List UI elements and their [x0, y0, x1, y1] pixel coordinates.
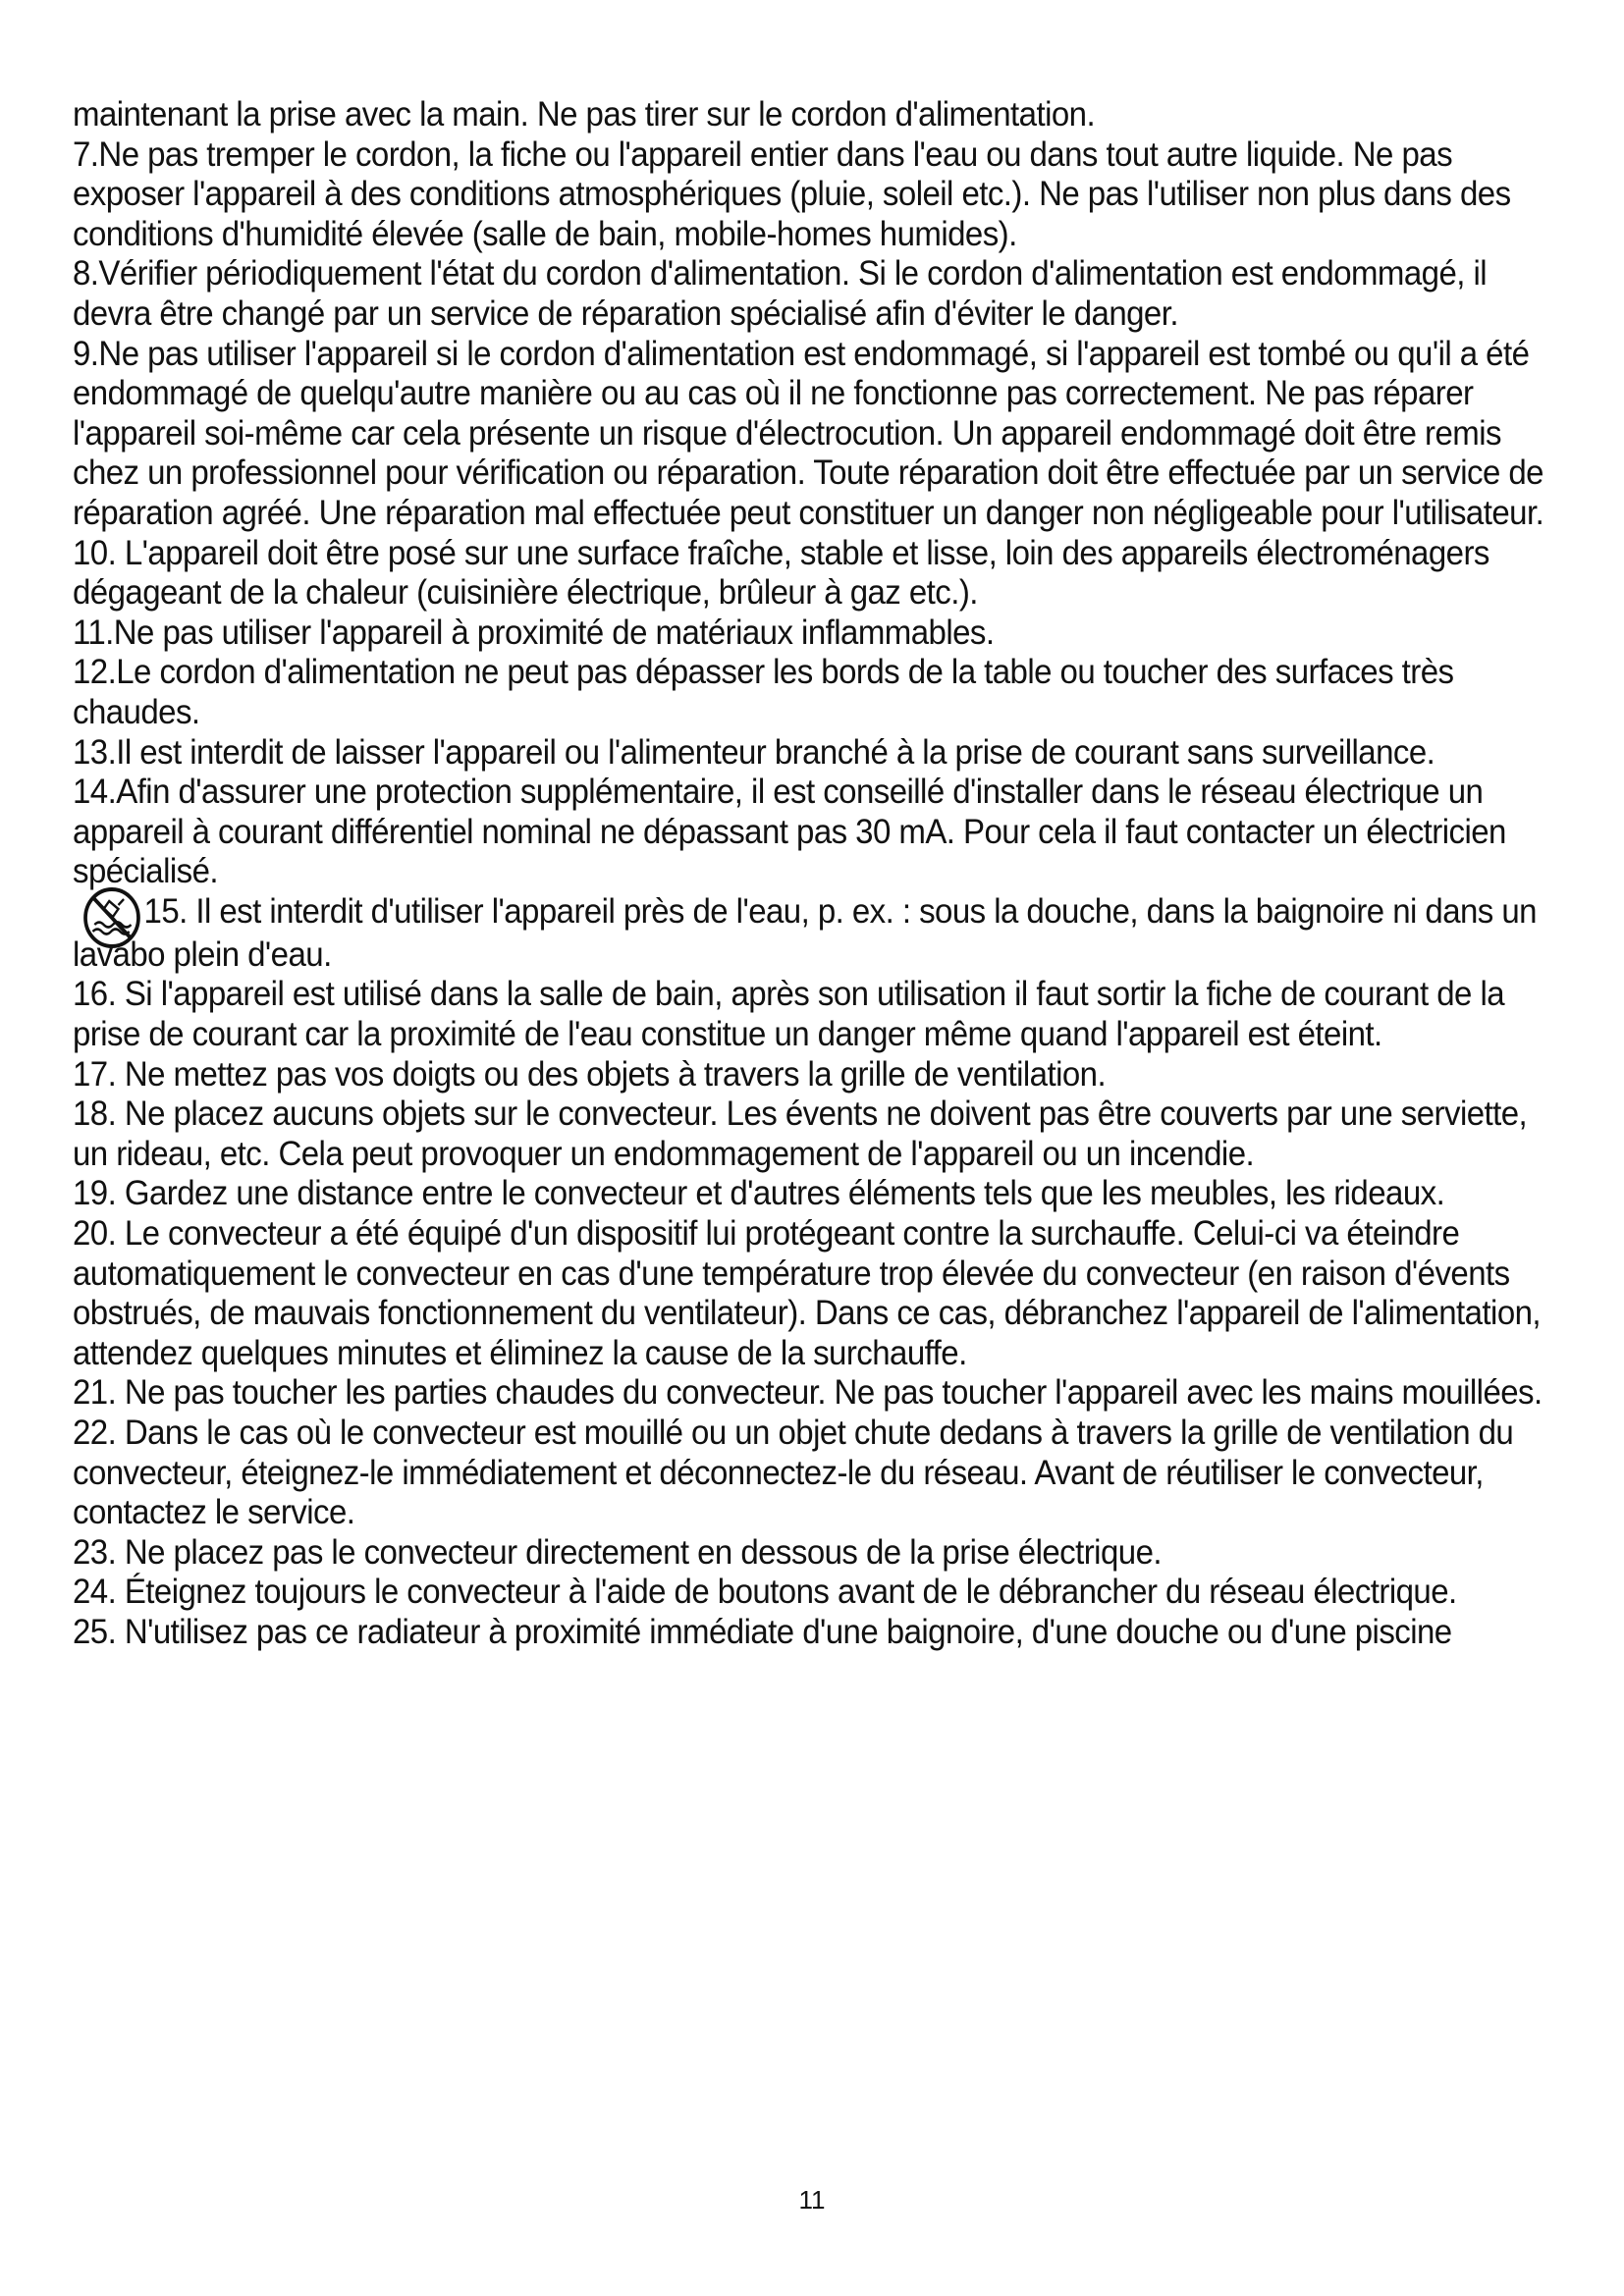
paragraph-continuation: maintenant la prise avec la main. Ne pas tirer sur le cordon d'alimentation.: [73, 94, 1096, 133]
paragraph-13: 13.Il est interdit de laisser l'appareil ou l'alimenteur branché à la prise de courant sans surveillance.: [73, 731, 1435, 772]
paragraph-15-text: 15. Il est interdit d'utiliser l'appareil près de l'eau, p. ex. : sous la douche, dans la baignoire ni dans un lavabo plein d'eau.: [73, 890, 1537, 974]
paragraph-9: 9.Ne pas utiliser l'appareil si le cordon d'alimentation est endommagé, si l'appareil est tombé ou qu'il a été endommagé de quelqu'autre manière ou au cas où il ne fonctionne pas correctement. Ne pas réparer l'appareil soi-même car cela présente un risque d'électrocution. Un appareil endommagé doit être remis chez un professionnel pour vérification ou réparation. Toute réparation doit être effectuée par un service de réparation agréé. Une réparation mal effectuée peut constituer un danger non négligeable pour l'utilisateur.: [73, 333, 1544, 532]
paragraph-22: 22. Dans le cas où le convecteur est mouillé ou un objet chute dedans à travers la grille de ventilation du convecteur, éteignez-le immédiatement et déconnectez-le du réseau. Avant de réutiliser le convecteur, contactez le service.: [73, 1413, 1514, 1532]
paragraph-7: 7.Ne pas tremper le cordon, la fiche ou l'appareil entier dans l'eau ou dans tout autre liquide. Ne pas exposer l'appareil à des conditions atmosphériques (pluie, soleil etc.). Ne pas l'utiliser non plus dans des conditions d'humidité élevée (salle de bain, mobile-homes humides).: [73, 133, 1511, 253]
paragraph-15-warning: [73, 891, 1565, 975]
paragraph-18: 18. Ne placez aucuns objets sur le convecteur. Les évents ne doivent pas être couverts par une serviette, un rideau, etc. Cela peut provoquer un endommagement de l'appareil ou un incendie.: [73, 1094, 1528, 1173]
paragraph-14: 14.Afin d'assurer une protection supplémentaire, il est conseillé d'installer dans le réseau électrique un appareil à courant différentiel nominal ne dépassant pas 30 mA. Pour cela il faut contacter un électricien spécialisé.: [73, 772, 1506, 891]
paragraph-10: 10. L'appareil doit être posé sur une surface fraîche, stable et lisse, loin des appareils électroménagers dégageant de la chaleur (cuisinière électrique, brûleur à gaz etc.).: [73, 532, 1489, 613]
paragraph-17: 17. Ne mettez pas vos doigts ou des objets à travers la grille de ventilation.: [73, 1053, 1107, 1094]
document-body: [73, 94, 1565, 1652]
paragraph-19: 19. Gardez une distance entre le convecteur et d'autres éléments tels que les meubles, les rideaux.: [73, 1173, 1445, 1213]
no-water-bath-icon: [73, 891, 144, 934]
paragraph-20: 20. Le convecteur a été équipé d'un dispositif lui protégeant contre la surchauffe. Celui-ci va éteindre automatiquement le convecteur en cas d'une température trop élevée du convecteur (en raison d'évents obstrués, de mauvais fonctionnement du ventilateur). Dans ce cas, débranchez l'appareil de l'alimentation, attendez quelques minutes et éliminez la cause de la surchauffe.: [73, 1213, 1542, 1372]
paragraph-11: 11.Ne pas utiliser l'appareil à proximité de matériaux inflammables.: [73, 612, 995, 652]
page-number: 11: [798, 2185, 826, 2215]
paragraph-21: 21. Ne pas toucher les parties chaudes du convecteur. Ne pas toucher l'appareil avec les mains mouillées.: [73, 1372, 1543, 1413]
paragraph-12: 12.Le cordon d'alimentation ne peut pas dépasser les bords de la table ou toucher des surfaces très chaudes.: [73, 652, 1454, 731]
paragraph-25: 25. N'utilisez pas ce radiateur à proximité immédiate d'une baignoire, d'une douche ou d'une piscine: [73, 1611, 1452, 1651]
paragraph-24: 24. Éteignez toujours le convecteur à l'aide de boutons avant de le débrancher du réseau électrique.: [73, 1572, 1457, 1612]
paragraph-8: 8.Vérifier périodiquement l'état du cordon d'alimentation. Si le cordon d'alimentation est endommagé, il devra être changé par un service de réparation spécialisé afin d'éviter le danger.: [73, 253, 1488, 333]
paragraph-23: 23. Ne placez pas le convecteur directement en dessous de la prise électrique.: [73, 1531, 1162, 1572]
paragraph-16: 16. Si l'appareil est utilisé dans la salle de bain, après son utilisation il faut sortir la fiche de courant de la prise de courant car la proximité de l'eau constitue un danger même quand l'appareil est éteint.: [73, 974, 1505, 1054]
